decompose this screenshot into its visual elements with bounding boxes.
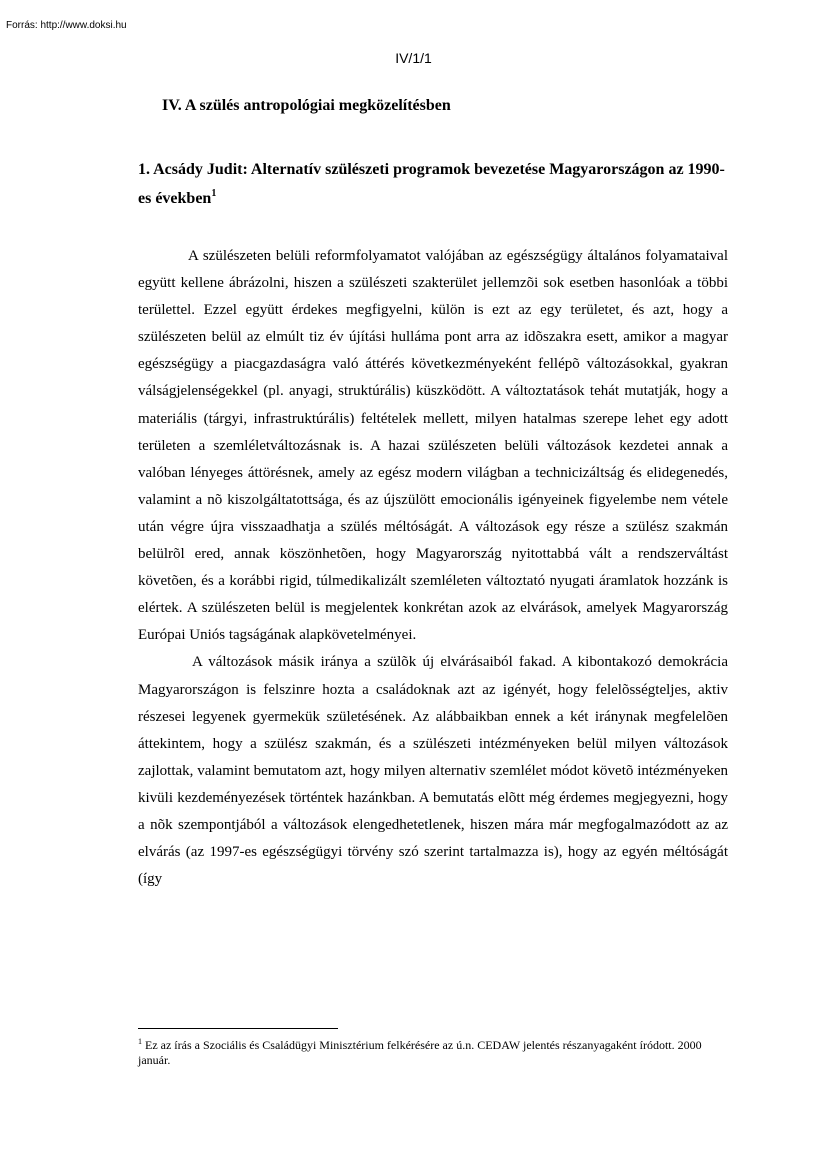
- footnote-reference[interactable]: 1: [211, 188, 217, 199]
- chapter-title: [138, 155, 728, 213]
- footnote-text: Ez az írás a Szociális és Családügyi Minisztérium felkérésére az ú.n. CEDAW jelentés részanyagaként íródott. 2000 január.: [138, 1038, 702, 1067]
- footnote-marker: 1: [138, 1037, 142, 1046]
- chapter-title-text: 1. Acsády Judit: Alternatív szülészeti programok bevezetése Magyarországon az 1990-es években: [138, 161, 725, 207]
- footnote-divider: [138, 1028, 338, 1029]
- section-title: IV. A szülés antropológiai megközelítésben: [162, 97, 451, 114]
- page-number: IV/1/1: [395, 50, 432, 66]
- paragraph-2: A változások másik iránya a szülõk új elvárásaiból fakad. A kibontakozó demokrácia Magyarországon is felszinre hozta a családoknak azt az igényét, hogy felelõsségteljes, aktiv részesei legyenek gyermekük születésének. Az alábbaikban ennek a két iránynak megfelelõen áttekintem, hogy a szülész szakmán, és a szülészeti intézményeken belül milyen változások zajlottak, valamint bemutatom azt, hogy milyen alternativ szemlélet módot követõ intézményeken kivüli kezdeményezések történtek hazánkban. A bemutatás elõtt még érdemes megjegyezni, hogy a nõk szempontjából a változások elengedhetetlenek, hiszen mára már megfogalmazódott az az elvárás (az 1997-es egészségügyi törvény szó szerint tartalmazza is), hogy az egyén méltóságát (így: [138, 654, 728, 888]
- source-url: Forrás: http://www.doksi.hu: [6, 20, 127, 31]
- footnote: [138, 1038, 728, 1068]
- paragraph-1: A szülészeten belüli reformfolyamatot valójában az egészségügy általános folyamataival együtt kellene ábrázolni, hiszen a szülészeti szakterület jellemzõi sok esetben hasonlóak a többi területtel. Ezzel együtt érdekes megfigyelni, külön is ezt az egy területet, és azt, hogy a szülészeten belül az elmúlt tiz év újítási hulláma pont arra az idõszakra esett, amikor a magyar egészségügy a piacgazdaságra való áttérés következményeként fellépõ változásokkal, gyakran válságjelenségekkel (pl. anyagi, struktúrális) küszködött. A változtatások tehát mutatják, hogy a materiális (tárgyi, infrastruktúrális) feltételek mellett, milyen hatalmas szerepe lehet egy adott területen a szemléletváltozásnak is. A hazai szülészeten belüli változások kezdetei annak a valóban lényeges áttörésnek, amely az egész modern világban a technicizáltság és elidegenedés, valamint a nõ kiszolgáltatottsága, és az újszülött emocionális igényeinek figyelembe nem vétele után végre újra visszaadhatja a szülés méltóságát. A változások egy része a szülész szakmán belülrõl ered, annak köszönhetõen, hogy Magyarország nyitottabbá vált a rendszerváltást követõen, és a korábbi rigid, túlmedikalizált szemléleten változtató nyugati áramlatok hozzánk is elértek. A szülészeten belül is megjelentek konkrétan azok az elvárások, amelyek Magyarország Európai Uniós tagságának alapkövetelményei.: [138, 248, 728, 644]
- body-text: [138, 243, 728, 893]
